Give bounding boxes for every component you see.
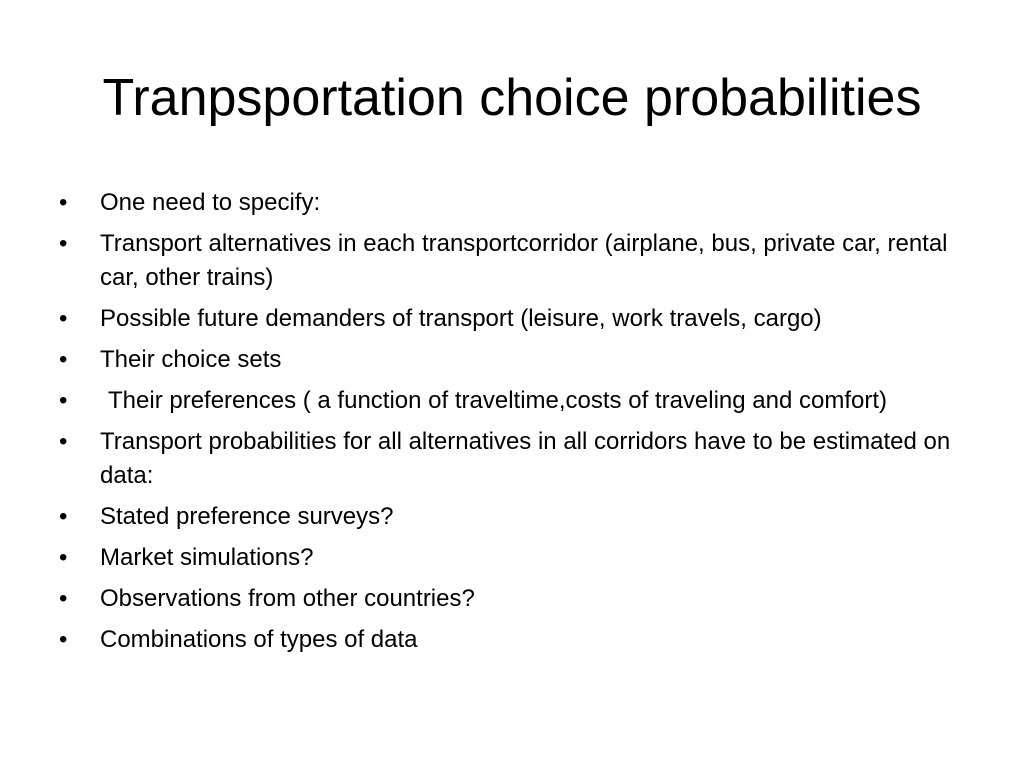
bullet-item	[59, 425, 959, 493]
bullet-marker: •	[59, 387, 68, 414]
bullet-item	[59, 582, 959, 616]
bullet-text: Their choice sets	[100, 346, 282, 373]
bullet-marker: •	[59, 189, 68, 216]
bullet-item	[59, 302, 959, 336]
bullet-item	[59, 623, 959, 657]
bullet-item	[59, 186, 959, 220]
bullet-item	[59, 227, 959, 295]
bullet-text: Their preferences ( a function of traveltime,costs of traveling and comfort)	[108, 387, 888, 414]
bullet-marker: •	[59, 585, 68, 612]
bullet-text: Transport alternatives in each transportcorridor (airplane, bus, private car, rental car, other trains)	[100, 230, 948, 291]
bullet-item	[59, 343, 959, 377]
bullet-text: Transport probabilities for all alternatives in all corridors have to be estimated on data:	[100, 428, 951, 489]
bullet-text: Combinations of types of data	[100, 626, 418, 653]
bullet-item	[59, 500, 959, 534]
bullet-marker: •	[59, 428, 68, 455]
bullet-marker: •	[59, 230, 68, 257]
bullet-item	[59, 384, 959, 418]
bullet-item	[59, 541, 959, 575]
bullet-marker: •	[59, 346, 68, 373]
bullet-text: Stated preference surveys?	[100, 503, 394, 530]
bullet-marker: •	[59, 503, 68, 530]
bullet-text: Observations from other countries?	[100, 585, 475, 612]
bullet-list	[59, 186, 959, 664]
slide-title: Tranpsportation choice probabilities	[102, 69, 922, 127]
bullet-marker: •	[59, 305, 68, 332]
bullet-marker: •	[59, 626, 68, 653]
bullet-text: Possible future demanders of transport (leisure, work travels, cargo)	[100, 305, 822, 332]
bullet-marker: •	[59, 544, 68, 571]
bullet-text: Market simulations?	[100, 544, 314, 571]
bullet-text: One need to specify:	[100, 189, 321, 216]
